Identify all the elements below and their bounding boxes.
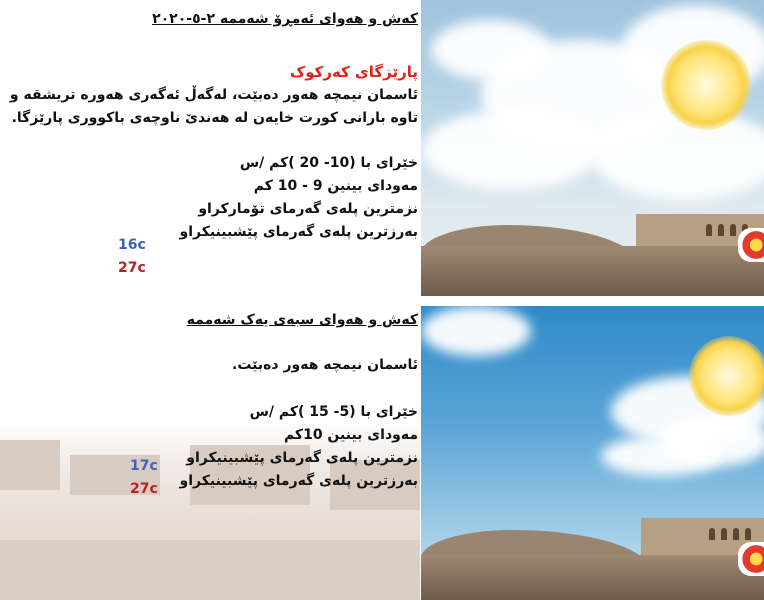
kirkuk-logo-icon xyxy=(738,542,764,576)
tomorrow-description: ئاسمان نیمچە هەور دەبێت. xyxy=(232,357,418,373)
tomorrow-min-label: نزمترین پلەی گەرمای پێشبینیکراو xyxy=(186,450,418,466)
today-wind: خێرای با (10- 20 )کم /س xyxy=(239,155,418,171)
tomorrow-forecast xyxy=(0,310,418,493)
sky-citadel-photo xyxy=(421,0,764,296)
today-visibility: مەودای بینین 9 - 10 کم xyxy=(253,178,418,194)
today-max-label: بەرزترین پلەی گەرمای پێشبینیکراو xyxy=(179,224,418,240)
tomorrow-wind: خێرای با (5- 15 )کم /س xyxy=(249,404,418,420)
today-min-value: 16c xyxy=(118,237,146,253)
kirkuk-logo-icon xyxy=(738,228,764,262)
today-description: ئاسمان نیمچە هەور دەبێت، لەگەڵ ئەگەری هەورە تریشقە و تاوە بارانی کورت خایەن لە هەندێ ناوچەی باکووری پارێزگا. xyxy=(9,87,418,126)
today-title: کەش و هەوای ئەمڕۆ شەممە ٢-٥-٢٠٢٠ xyxy=(152,11,418,27)
province-name: پارێزگای کەرکوک xyxy=(289,63,418,81)
sun-icon xyxy=(661,40,751,130)
tomorrow-title: کەش و هەوای سبەی یەک شەممە xyxy=(186,312,418,328)
today-max-value: 27c xyxy=(118,260,146,276)
tomorrow-max-value: 27c xyxy=(130,481,158,497)
sun-icon xyxy=(689,336,764,416)
tomorrow-min-value: 17c xyxy=(130,458,158,474)
today-forecast xyxy=(0,9,418,244)
sunny-sky-citadel-photo xyxy=(421,306,764,600)
tomorrow-visibility: مەودای بینین 10کم xyxy=(283,427,418,443)
tomorrow-max-label: بەرزترین پلەی گەرمای پێشبینیکراو xyxy=(179,473,418,489)
today-min-label: نزمترین پلەی گەرمای تۆمارکراو xyxy=(198,201,418,217)
